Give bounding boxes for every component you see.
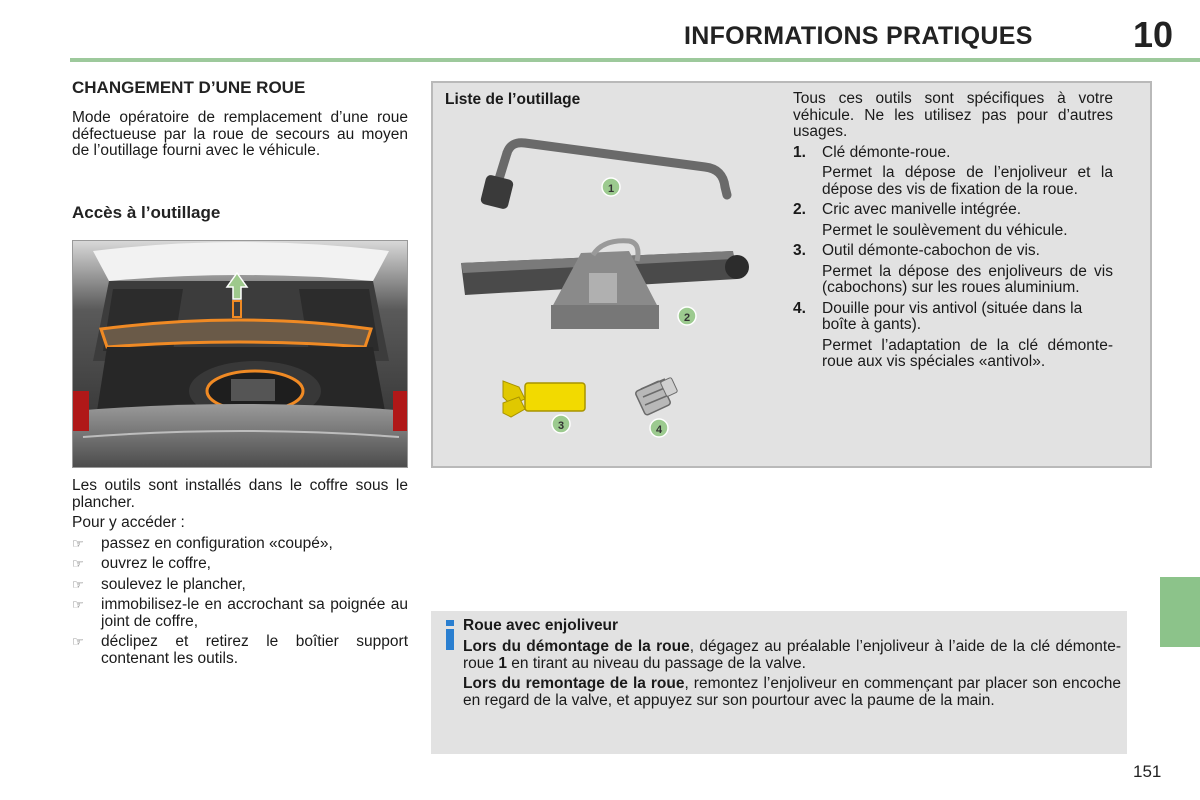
chapter-number: 10 (1133, 14, 1174, 55)
access-instructions (72, 478, 408, 671)
access-steps (72, 536, 408, 668)
svg-text:2: 2 (683, 312, 691, 324)
svg-text:3: 3 (557, 420, 565, 432)
svg-text:1: 1 (607, 183, 615, 195)
tools-panel (431, 81, 1152, 468)
list-item: ☞ immobilisez-le en accrochant sa poignée au joint de coffre, (72, 596, 408, 630)
info-panel (431, 611, 1127, 754)
tools-list (793, 91, 1113, 375)
callout-3 (552, 415, 570, 433)
tools-illustration (433, 83, 793, 466)
section-title: CHANGEMENT D’UNE ROUE (72, 78, 306, 97)
svg-text:4: 4 (655, 424, 663, 436)
list-item: 3. Outil démonte-cabochon de vis. Permet la dépose des enjoliveurs de vis (cabochons) sur les roues aluminium. (793, 242, 1113, 296)
header-divider (70, 58, 1200, 62)
chapter-title: INFORMATIONS PRATIQUES (684, 22, 1033, 50)
info-title: Roue avec enjoliveur (463, 617, 619, 634)
antitheft-socket-drawing (635, 377, 678, 415)
list-item: 4. Douille pour vis antivol (située dans la boîte à gants). Permet l’adaptation de la clé démonte-roue aux vis spéciales «antivol». (793, 299, 1113, 370)
info-paragraph-1: Lors du démontage de la roue, dégagez au préalable l’enjoliveur à l’aide de la clé démonte-roue 1 en tirant au niveau du passage de la valve. (463, 638, 1122, 672)
pointing-hand-icon: ☞ (72, 556, 84, 571)
cap-tool-drawing (503, 381, 585, 417)
callout-2 (678, 307, 696, 325)
pointing-hand-icon: ☞ (72, 597, 84, 612)
page-number: 151 (1133, 762, 1162, 781)
tools-lead: Tous ces outils sont spécifiques à votre véhicule. Ne les utilisez pas pour d’autres usages. (793, 90, 1113, 140)
callout-4 (650, 419, 668, 437)
pointing-hand-icon: ☞ (72, 535, 84, 551)
callout-1 (602, 178, 620, 196)
access-title: Accès à l’outillage (72, 203, 221, 222)
pointing-hand-icon: ☞ (72, 634, 84, 649)
list-item: ☞ soulevez le plancher, (72, 575, 246, 593)
list-item: ☞ passez en configuration «coupé», (72, 534, 333, 552)
access-paragraph-1: Les outils sont installés dans le coffre sous le plancher. (72, 477, 408, 511)
info-paragraph-2: Lors du remontage de la roue, remontez l’enjoliveur en commençant par placer son encoche en regard de la valve, et appuyez sur son pourtour avec la paume de la main. (463, 675, 1121, 709)
info-text (463, 639, 1121, 713)
pointing-hand-icon: ☞ (72, 576, 84, 592)
list-item: ☞ ouvrez le coffre, (72, 555, 211, 572)
trunk-illustration (72, 240, 408, 468)
info-icon (445, 620, 455, 650)
list-item: 2. Cric avec manivelle intégrée. Permet le soulèvement du véhicule. (793, 201, 1068, 239)
wrench-socket (480, 174, 514, 210)
section-intro: Mode opératoire de remplacement d’une roue défectueuse par la roue de secours au moyen de l’outillage fourni avec le véhicule. (72, 109, 408, 159)
tools-title: Liste de l’outillage (445, 91, 581, 108)
list-item: 1. Clé démonte-roue. Permet la dépose de l’enjoliveur et la dépose des vis de fixation de la roue. (793, 143, 1113, 198)
list-item: ☞ déclipez et retirez le boîtier support contenant les outils. (72, 633, 408, 667)
jack-drawing (461, 241, 749, 329)
chapter-tab (1160, 577, 1200, 647)
access-paragraph-2: Pour y accéder : (72, 514, 185, 531)
